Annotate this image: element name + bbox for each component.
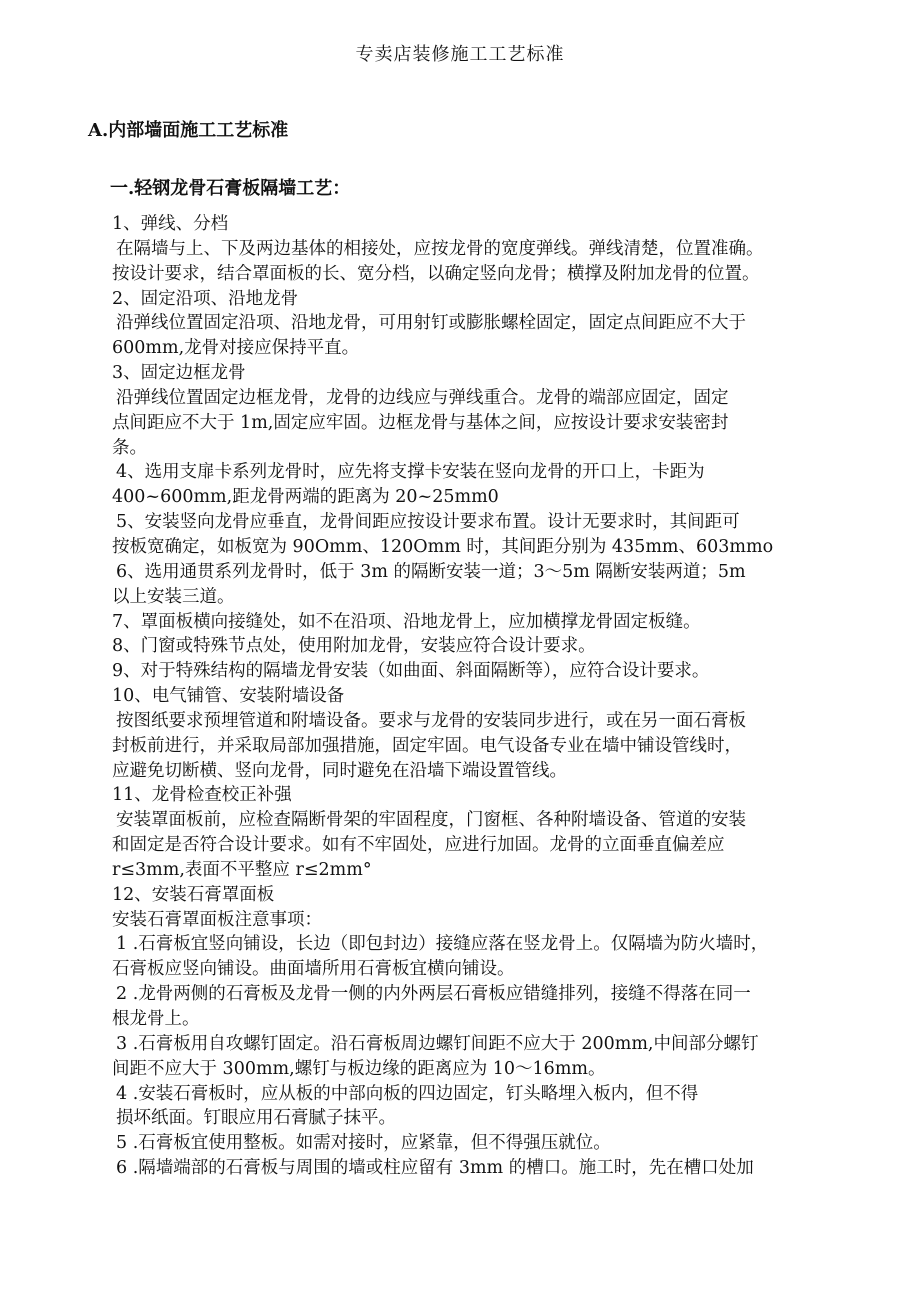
text-line: 600mm,龙骨对接应保持平直。 bbox=[112, 338, 360, 359]
text-line: 损坏纸面。钉眼应用石膏腻子抹平。 bbox=[116, 1108, 396, 1129]
text-line: 2 .龙骨两侧的石膏板及龙骨一侧的内外两层石膏板应错缝排列，接缝不得落在同一 bbox=[116, 984, 751, 1005]
text-line: 间距不应大于 300mm,螺钉与板边缘的距离应为 10～16mm。 bbox=[112, 1058, 606, 1079]
text-line: 6、选用通贯系列龙骨时，低于 3m 的隔断安装一道；3～5m 隔断安装两道；5m bbox=[116, 561, 746, 582]
text-line: 沿弹线位置固定沿项、沿地龙骨，可用射钉或膨胀螺栓固定，固定点间距应不大于 bbox=[116, 313, 746, 334]
document-body bbox=[112, 212, 852, 1181]
text-line: 12、安装石膏罩面板 bbox=[112, 884, 275, 905]
text-line: 封板前进行，并采取局部加强措施，固定牢固。电气设备专业在墙中铺设管线时， bbox=[112, 735, 742, 756]
text-line: 应避免切断横、竖向龙骨，同时避免在沿墙下端设置管线。 bbox=[112, 760, 567, 781]
text-line: 按设计要求，结合罩面板的长、宽分档，以确定竖向龙骨；横撑及附加龙骨的位置。 bbox=[112, 263, 760, 284]
text-line: 安装罩面板前，应检查隔断骨架的牢固程度，门窗框、各种附墙设备、管道的安装 bbox=[116, 810, 746, 831]
text-line: 1、弹线、分档 bbox=[112, 214, 229, 234]
text-line: 3 .石膏板用自攻螺钉固定。沿石膏板周边螺钉间距不应大于 200mm,中间部分螺钉 bbox=[116, 1033, 759, 1054]
text-line: 按板宽确定，如板宽为 90Omm、120Omm 时，其间距分别为 435mm、603mmo bbox=[112, 536, 774, 557]
text-line: 3、固定边框龙骨 bbox=[112, 363, 246, 384]
text-line: 石膏板应竖向铺设。曲面墙所用石膏板宜横向铺设。 bbox=[112, 959, 515, 980]
text-line: r≤3mm,表面不平整应 r≤2mm° bbox=[112, 859, 372, 880]
text-line: 11、龙骨检查校正补强 bbox=[112, 785, 292, 806]
text-line: 8、门窗或特殊节点处，使用附加龙骨，安装应符合设计要求。 bbox=[112, 636, 596, 657]
text-line: 5、安装竖向龙骨应垂直，龙骨间距应按设计要求布置。设计无要求时，其间距可 bbox=[116, 512, 740, 533]
text-line: 10、电气铺管、安装附墙设备 bbox=[112, 686, 345, 707]
text-line: 按图纸要求预埋管道和附墙设备。要求与龙骨的安装同步进行，或在另一面石膏板 bbox=[116, 710, 746, 731]
text-line: 根龙骨上。 bbox=[112, 1009, 200, 1029]
text-line: 7、罩面板横向接缝处，如不在沿项、沿地龙骨上，应加横撑龙骨固定板缝。 bbox=[112, 611, 701, 632]
text-line: 4、选用支扉卡系列龙骨时，应先将支撑卡安装在竖向龙骨的开口上，卡距为 bbox=[116, 462, 705, 483]
text-line: 沿弹线位置固定边框龙骨，龙骨的边线应与弹线重合。龙骨的端部应固定，固定 bbox=[116, 387, 729, 408]
text-line: 条。 bbox=[112, 437, 147, 458]
text-line: 安装石膏罩面板注意事项： bbox=[112, 909, 322, 930]
text-line: 4 .安装石膏板时，应从板的中部向板的四边固定，钉头略埋入板内，但不得 bbox=[116, 1083, 699, 1104]
text-line: 2、固定沿项、沿地龙骨 bbox=[112, 288, 299, 309]
text-line: 点间距应不大于 1m,固定应牢固。边框龙骨与基体之间，应按设计要求安装密封 bbox=[112, 412, 729, 433]
text-line: 400~600mm,距龙骨两端的距离为 20~25mm0 bbox=[112, 487, 499, 508]
text-line: 9、对于特殊结构的隔墙龙骨安装（如曲面、斜面隔断等），应符合设计要求。 bbox=[112, 661, 710, 682]
text-line: 以上安装三道。 bbox=[112, 586, 235, 607]
text-line: 5 .石膏板宜使用整板。如需对接时，应紧靠，但不得强压就位。 bbox=[116, 1133, 611, 1154]
section-a-heading: A.内部墙面施工工艺标准 bbox=[88, 120, 289, 141]
text-line: 1 .石膏板宜竖向铺设，长边（即包封边）接缝应落在竖龙骨上。仅隔墙为防火墙时， bbox=[116, 934, 769, 955]
text-line: 6 .隔墙端部的石膏板与周围的墙或柱应留有 3mm 的槽口。施工时，先在槽口处加 bbox=[116, 1158, 754, 1179]
text-line: 在隔墙与上、下及两边基体的相接处，应按龙骨的宽度弹线。弹线清楚，位置准确。 bbox=[116, 238, 764, 259]
page-header-title: 专卖店装修施工工艺标准 bbox=[355, 44, 565, 65]
section-1-heading: 一.轻钢龙骨石膏板隔墙工艺： bbox=[110, 178, 351, 199]
text-line: 和固定是否符合设计要求。如有不牢固处，应进行加固。龙骨的立面垂直偏差应 bbox=[112, 835, 725, 856]
